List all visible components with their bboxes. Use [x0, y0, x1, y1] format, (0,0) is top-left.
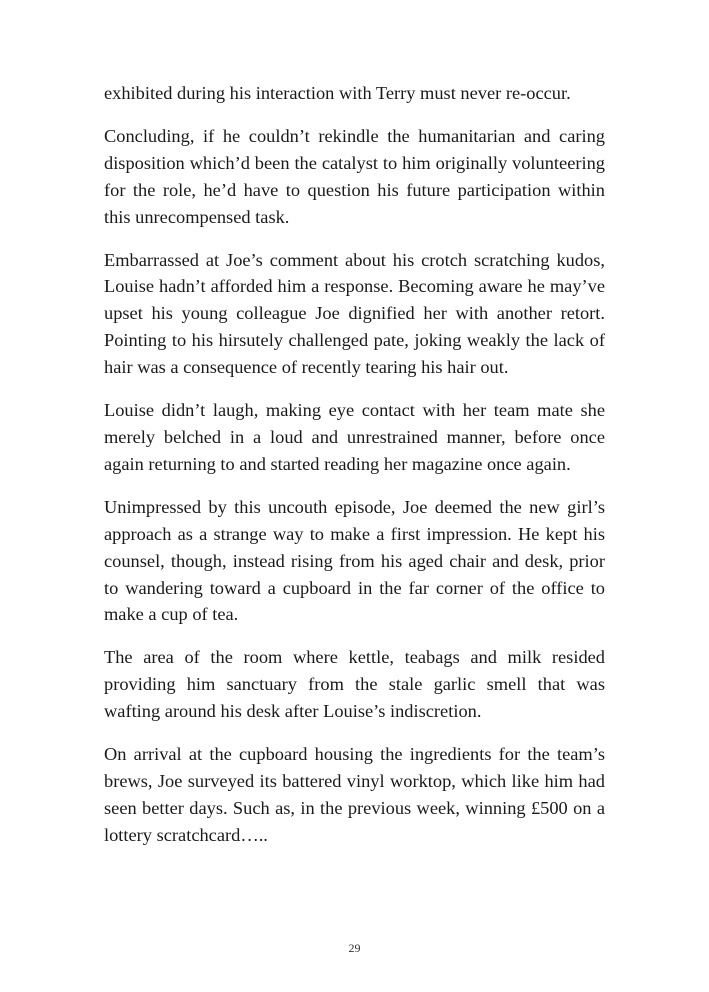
paragraph-4: Louise didn’t laugh, making eye contact with her team mate she merely belched in a loud and unrestrained manner, before once again returning to and started reading her magazine once again.	[104, 400, 605, 474]
page-number: 29	[348, 941, 361, 955]
paragraph-1: exhibited during his interaction with Terry must never re-occur.	[104, 83, 571, 103]
paragraph-7: On arrival at the cupboard housing the ingredients for the team’s brews, Joe surveyed its battered vinyl worktop, which like him had seen better days. Such as, in the previous week, winning £500 on a lottery scratchcard…..	[104, 744, 605, 845]
paragraph-3: Embarrassed at Joe’s comment about his crotch scratching kudos, Louise hadn’t afforded him a response. Becoming aware he may’ve upset his young colleague Joe dignified her with another retort. Pointing to his hirsutely challenged pate, joking weakly the lack of hair was a consequence of recently tearing his hair out.	[104, 249, 605, 378]
paragraph-5: Unimpressed by this uncouth episode, Joe deemed the new girl’s approach as a strange way to make a first impression. He kept his counsel, though, instead rising from his aged chair and desk, prior to wandering toward a cupboard in the far corner of the office to make a cup of tea.	[104, 496, 605, 625]
paragraph-6: The area of the room where kettle, teabags and milk resided providing him sanctuary from the stale garlic smell that was wafting around his desk after Louise’s indiscretion.	[104, 647, 605, 722]
page-body	[104, 80, 605, 865]
paragraph-2: Concluding, if he couldn’t rekindle the humanitarian and caring disposition which’d been the catalyst to him originally volunteering for the role, he’d have to question his future participation within this unrecompensed task.	[104, 125, 605, 227]
